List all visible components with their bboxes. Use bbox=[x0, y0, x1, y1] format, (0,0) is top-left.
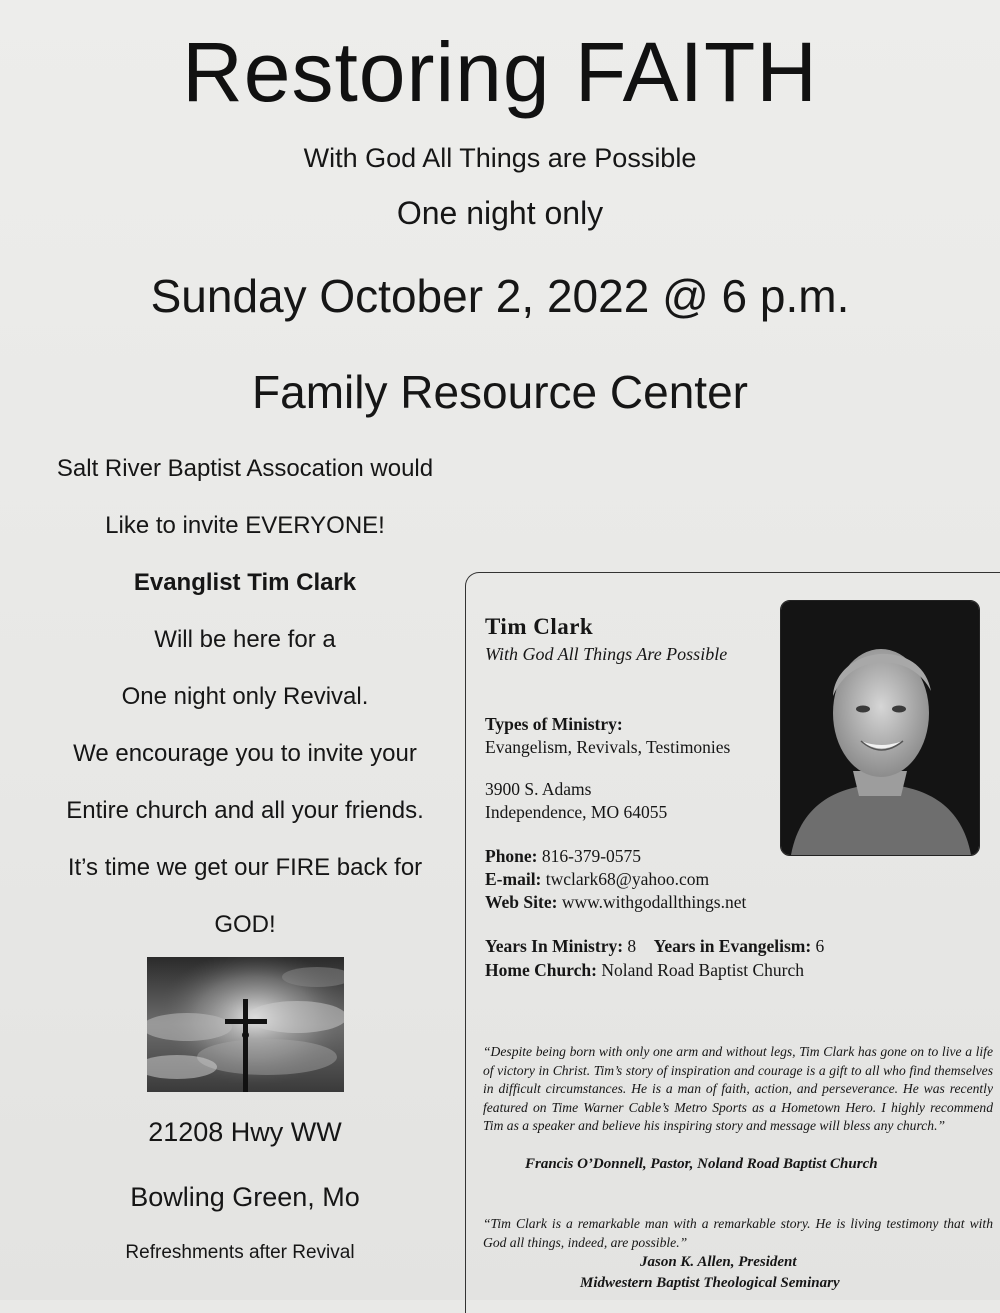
evangelist-name: Evanglist Tim Clark bbox=[133, 569, 357, 596]
ministry-value: Evangelism, Revivals, Testimonies bbox=[485, 737, 731, 757]
invitation-line: Will be here for a bbox=[154, 626, 336, 653]
speaker-address-line2: Independence, MO 64055 bbox=[485, 802, 668, 822]
one-night-only-text: One night only bbox=[396, 195, 604, 231]
invitation-line: Salt River Baptist Assocation would bbox=[56, 455, 434, 482]
years-ministry-label: Years In Ministry: bbox=[485, 936, 624, 956]
phone-label: Phone: bbox=[485, 846, 538, 866]
invitation-line: Entire church and all your friends. bbox=[66, 797, 424, 824]
invitation-line: GOD! bbox=[214, 911, 276, 938]
testimonial-quote-1: “Despite being born with only one arm and without legs, Tim Clark has gone on to live a life of victory in Christ. Tim’s story of inspiration and courage is a gift to all who find themselves in difficult circumstances. He is a man of faith, action, and perseverance. He was recently featured on Time Warner Cable’s Metro Sports as a Hometown Hero. I highly recommend Tim as a speaker and believe his inspiring story and message will bless any church.” bbox=[483, 1044, 993, 1133]
ministry-types bbox=[485, 712, 623, 736]
event-date-time: Sunday October 2, 2022 @ 6 p.m. bbox=[150, 270, 850, 322]
event-venue: Family Resource Center bbox=[252, 366, 748, 418]
testimonial-attribution-2-name: Jason K. Allen, President bbox=[640, 1254, 797, 1270]
home-church-label: Home Church: bbox=[485, 960, 597, 980]
years-ministry-value: 8 bbox=[627, 936, 637, 956]
cross-photo bbox=[147, 957, 344, 1092]
years-evangelism-label: Years in Evangelism: bbox=[653, 936, 812, 956]
phone-value: 816-379-0575 bbox=[541, 846, 642, 866]
invitation-text bbox=[30, 440, 460, 953]
website-label: Web Site: bbox=[485, 892, 558, 912]
testimonial-attribution-2-org: Midwestern Baptist Theological Seminary bbox=[580, 1275, 840, 1291]
home-church-value: Noland Road Baptist Church bbox=[601, 960, 805, 980]
address-street: 21208 Hwy WW bbox=[148, 1117, 342, 1147]
refreshments-note: Refreshments after Revival bbox=[125, 1242, 355, 1263]
website-value: www.withgodallthings.net bbox=[561, 892, 747, 912]
website-row bbox=[485, 890, 746, 914]
ministry-label: Types of Ministry: bbox=[485, 714, 623, 734]
email-row bbox=[485, 867, 709, 891]
flyer-title: Restoring FAITH bbox=[182, 25, 818, 119]
speaker-tagline: With God All Things Are Possible bbox=[485, 644, 728, 664]
years-evangelism-value: 6 bbox=[815, 936, 825, 956]
invitation-line: It’s time we get our FIRE back for bbox=[67, 854, 423, 881]
email-value: twclark68@yahoo.com bbox=[545, 869, 710, 889]
email-label: E-mail: bbox=[485, 869, 542, 889]
speaker-portrait bbox=[780, 600, 980, 856]
testimonial-attribution-1: Francis O’Donnell, Pastor, Noland Road Baptist Church bbox=[525, 1156, 878, 1172]
invitation-line: We encourage you to invite your bbox=[73, 740, 417, 767]
invitation-line: Like to invite EVERYONE! bbox=[105, 512, 385, 539]
speaker-name: Tim Clark bbox=[485, 614, 594, 639]
invitation-line: One night only Revival. bbox=[121, 683, 369, 710]
address-city: Bowling Green, Mo bbox=[130, 1182, 360, 1212]
testimonial-quote-2: “Tim Clark is a remarkable man with a remarkable story. He is living testimony that with God all things, indeed, are possible.” bbox=[483, 1216, 993, 1250]
speaker-address-line1: 3900 S. Adams bbox=[485, 779, 592, 799]
flyer-subtitle: With God All Things are Possible bbox=[303, 143, 697, 173]
home-church-row bbox=[485, 958, 804, 982]
phone-row bbox=[485, 844, 641, 868]
years-row bbox=[485, 934, 824, 958]
